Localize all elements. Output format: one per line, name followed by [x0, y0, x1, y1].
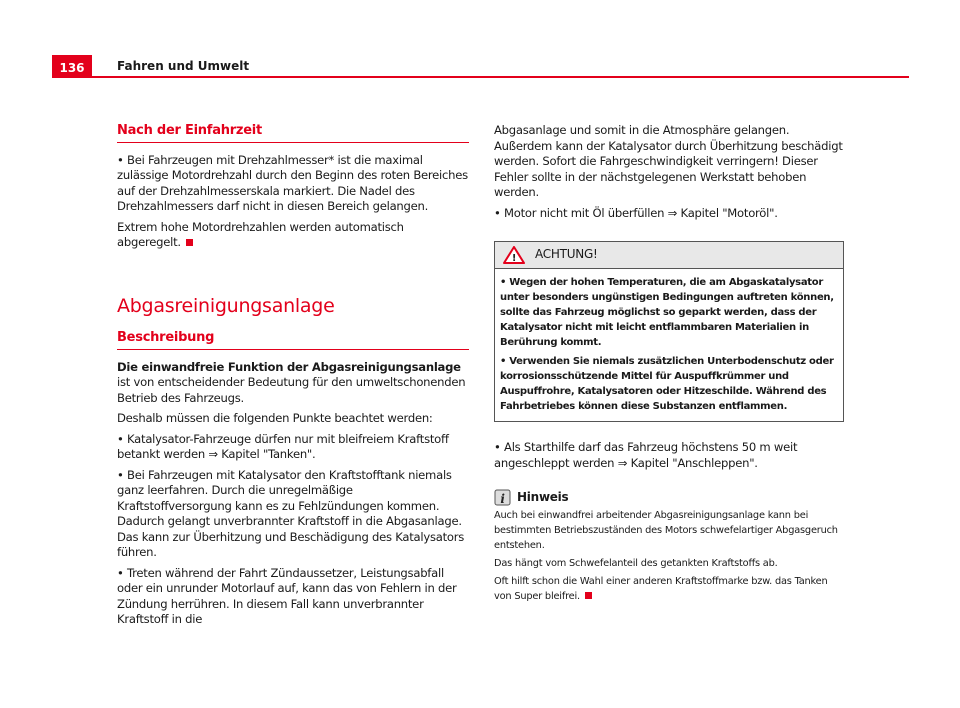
warning-body [495, 269, 843, 421]
left-column [117, 123, 469, 633]
header-rule [52, 76, 909, 78]
warning-item: • Verwenden Sie niemals zusätzlichen Unterbodenschutz oder korrosionsschützende Mittel für Auspuffkrümmer und Auspuffrohre, Katalysatoren oder Hitzeschilde. Während des Fahrbetriebes können diese Substanzen entflammen. [500, 356, 834, 412]
info-icon [494, 489, 511, 506]
chapter-title: Fahren und Umwelt [117, 59, 250, 73]
paragraph: Deshalb müssen die folgenden Punkte beachtet werden: [117, 411, 433, 425]
paragraph: Abgasanlage und somit in die Atmosphäre gelangen. Außerdem kann der Katalysator durch Überhitzung beschädigt werden. Sofort die Fahrgeschwindigkeit verringern! Dieser Fehler sollte in der nächstgelegenen Werkstatt behoben werden. [494, 123, 843, 199]
section-title-einfahrzeit: Nach der Einfahrzeit [117, 123, 469, 143]
note-text: Oft hilft schon die Wahl einer anderen Kraftstoffmarke bzw. das Tanken von Super bleifrei. [494, 576, 828, 602]
end-marker-icon [186, 239, 193, 246]
note-item: Das hängt vom Schwefelanteil des getankten Kraftstoffs ab. [494, 558, 778, 569]
paragraph: • Bei Fahrzeugen mit Drehzahlmesser* ist die maximal zulässige Motordrehzahl durch den Beginn des roten Bereiches auf der Drehzahlmesserskala markiert. Die Nadel des Drehzahlmessers darf nicht in diesen Bereich gelangen. [117, 152, 468, 213]
bullet: • Katalysator-Fahrzeuge dürfen nur mit bleifreiem Kraftstoff betankt werden ⇒ Kapitel "Tanken". [117, 431, 449, 461]
paragraph-text: Extrem hohe Motordrehzahlen werden automatisch abgeregelt. [117, 219, 404, 249]
paragraph-text: ist von entscheidender Bedeutung für den umweltschonenden Betrieb des Fahrzeugs. [117, 375, 466, 405]
section-title-beschreibung: Beschreibung [117, 330, 469, 350]
warning-title: ACHTUNG! [535, 247, 598, 262]
paragraph [117, 360, 469, 407]
right-column [494, 123, 844, 607]
bullet: • Als Starthilfe darf das Fahrzeug höchstens 50 m weit angeschleppt werden ⇒ Kapitel "Anschleppen". [494, 440, 798, 470]
bold-lead: Die einwandfreie Funktion der Abgasreinigungsanlage [117, 359, 461, 374]
bullet: • Motor nicht mit Öl überfüllen ⇒ Kapitel "Motoröl". [494, 205, 778, 220]
note-title: Hinweis [517, 489, 569, 504]
bullet: • Bei Fahrzeugen mit Katalysator den Kraftstofftank niemals ganz leerfahren. Durch die unregelmäßige Kraftstoffversorgung kann es zu Fehlzündungen kommen. Dadurch gelangt unverbrannter Kraftstoff in die Abgasanlage. Das kann zur Überhitzung und Beschädigung des Katalysators führen. [117, 467, 465, 559]
note-header [494, 489, 844, 506]
warning-item: • Wegen der hohen Temperaturen, die am Abgaskatalysator unter besonders ungünstigen Bedingungen auftreten können, sollte das Fahrzeug möglichst so geparkt werden, dass der Katalysator nicht mit leicht entflammbaren Materialien in Berührung kommt. [500, 277, 834, 348]
page-number: 136 [52, 55, 92, 78]
svg-text:i: i [500, 492, 505, 506]
end-marker-icon [585, 592, 592, 599]
svg-text:!: ! [511, 253, 517, 264]
note-body [494, 508, 844, 604]
paragraph [117, 220, 469, 251]
note-item: Auch bei einwandfrei arbeitender Abgasreinigungsanlage kann bei bestimmten Betriebszuständen des Motors schwefelartiger Abgasgeruch entstehen. [494, 510, 838, 551]
note-item [494, 574, 844, 604]
main-title: Abgasreinigungsanlage [117, 294, 335, 317]
warning-triangle-icon [503, 246, 525, 264]
warning-header [495, 242, 843, 269]
bullet: • Treten während der Fahrt Zündaussetzer, Leistungsabfall oder ein unrunder Motorlauf auf, kann das von Fehlern in der Zündung herrühren. In diesem Fall kann unverbrannter Kraftstoff in die [117, 565, 457, 626]
warning-box [494, 241, 844, 422]
